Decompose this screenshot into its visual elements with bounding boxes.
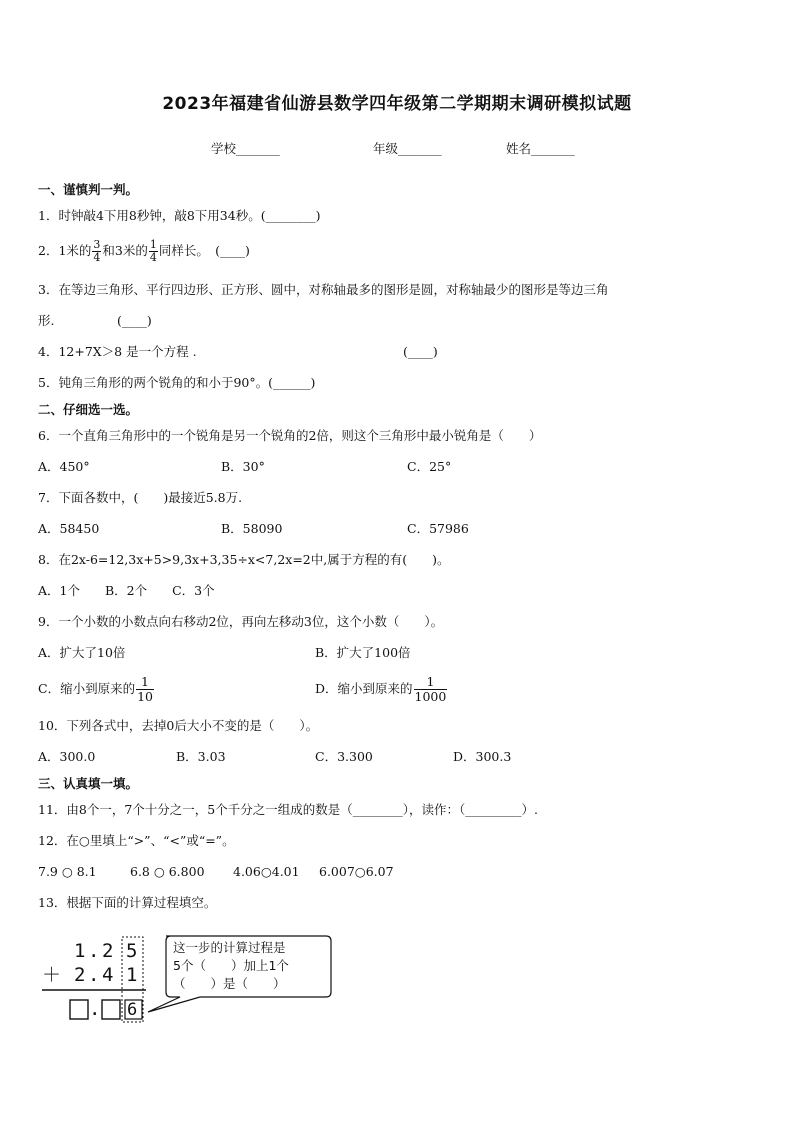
fraction-numerator: 1 bbox=[426, 674, 435, 689]
question-2 bbox=[38, 236, 250, 266]
question-6-option-c[interactable]: C．25° bbox=[407, 459, 452, 474]
row1-digit-2: 2 bbox=[102, 940, 114, 962]
question-10-option-a[interactable]: A．300.0 bbox=[38, 749, 96, 764]
question-1: 1．时钟敲4下用8秒钟，敲8下用34秒。(________) bbox=[38, 208, 321, 223]
question-2-text-b: 和3米的 bbox=[102, 243, 148, 258]
row2-dot: . bbox=[88, 964, 100, 986]
question-5: 5．钝角三角形的两个锐角的和小于90°。(______) bbox=[38, 375, 316, 390]
name-field[interactable]: 姓名_______ bbox=[506, 141, 575, 156]
question-10-option-c[interactable]: C．3.300 bbox=[315, 749, 373, 764]
fraction-one-thousandth bbox=[414, 675, 448, 704]
result-dot: . bbox=[89, 998, 101, 1020]
row2-digit-1: 2 bbox=[74, 964, 86, 986]
question-10-option-b[interactable]: B．3.03 bbox=[176, 749, 226, 764]
result-blank-box-2 bbox=[102, 1000, 120, 1019]
question-6-option-a[interactable]: A．450° bbox=[38, 459, 90, 474]
bubble-line-3: （ ）是（ ） bbox=[173, 976, 286, 991]
row2-digit-2: 4 bbox=[102, 964, 114, 986]
row2-digit-3: 1 bbox=[126, 964, 138, 986]
question-8-options[interactable]: A．1个 B．2个 C．3个 bbox=[38, 583, 215, 598]
question-2-text-a: 2．1米的 bbox=[38, 243, 92, 258]
plus-sign: ＋ bbox=[42, 964, 62, 986]
question-6-option-b[interactable]: B．30° bbox=[221, 459, 265, 474]
question-7-option-c[interactable]: C．57986 bbox=[407, 521, 469, 536]
question-9-option-d[interactable] bbox=[315, 672, 448, 706]
question-12-item-2[interactable]: 6.8 ○ 6.800 bbox=[130, 864, 205, 879]
bubble-line-2: 5个（ ）加上1个 bbox=[173, 958, 289, 973]
addition-figure bbox=[40, 934, 340, 1026]
question-10: 10．下列各式中，去掉0后大小不变的是（ ）。 bbox=[38, 718, 319, 733]
question-9-option-a[interactable]: A．扩大了10倍 bbox=[38, 645, 126, 660]
question-7-option-b[interactable]: B．58090 bbox=[221, 521, 283, 536]
question-12-item-1[interactable]: 7.9 ○ 8.1 bbox=[38, 864, 97, 879]
option-c-text: C．缩小到原来的 bbox=[38, 681, 136, 696]
section-2-heading: 二、仔细选一选。 bbox=[38, 402, 139, 417]
page-title: 2023年福建省仙游县数学四年级第二学期期末调研模拟试题 bbox=[162, 94, 632, 114]
result-last-digit: 6 bbox=[127, 1000, 138, 1020]
section-3-heading: 三、认真填一填。 bbox=[38, 776, 139, 791]
row1-digit-1: 1 bbox=[74, 940, 86, 962]
question-7: 7．下面各数中，( )最接近5.8万. bbox=[38, 490, 243, 505]
school-field[interactable]: 学校_______ bbox=[211, 141, 280, 156]
bubble-line-1: 这一步的计算过程是 bbox=[173, 940, 286, 955]
question-9: 9．一个小数的小数点向右移动2位，再向左移动3位，这个小数（ ）。 bbox=[38, 614, 444, 629]
question-3-line-1: 3．在等边三角形、平行四边形、正方形、圆中，对称轴最多的图形是圆，对称轴最少的图形是等边三角 bbox=[38, 282, 609, 297]
question-8: 8．在2x-6=12,3x+5>9,3x+3,35÷x<7,2x=2中,属于方程的有( )。 bbox=[38, 552, 450, 567]
question-7-option-a[interactable]: A．58450 bbox=[38, 521, 100, 536]
question-12-item-4[interactable]: 6.007○6.07 bbox=[319, 864, 394, 879]
grade-field[interactable]: 年级_______ bbox=[373, 141, 442, 156]
row1-digit-3: 5 bbox=[126, 940, 138, 962]
fraction-numerator: 3 bbox=[93, 238, 101, 251]
fraction-denominator: 1000 bbox=[414, 689, 447, 704]
question-13: 13．根据下面的计算过程填空。 bbox=[38, 895, 217, 910]
question-11: 11．由8个一，7个十分之一，5个千分之一组成的数是（________），读作：（_________）. bbox=[38, 802, 538, 817]
question-4: 4．12+7X＞8 是一个方程 . bbox=[38, 344, 197, 359]
question-3-line-2: 形. (____) bbox=[38, 313, 152, 328]
fraction-denominator: 4 bbox=[149, 251, 157, 264]
question-10-option-d[interactable]: D．300.3 bbox=[453, 749, 512, 764]
fraction-numerator: 1 bbox=[149, 238, 157, 251]
question-6: 6．一个直角三角形中的一个锐角是另一个锐角的2倍，则这个三角形中最小锐角是（ ） bbox=[38, 428, 542, 443]
question-12: 12．在○里填上“>”、“<”或“=”。 bbox=[38, 833, 235, 848]
fraction-numerator: 1 bbox=[141, 674, 149, 689]
question-9-option-c[interactable] bbox=[38, 672, 155, 706]
result-blank-box-1 bbox=[70, 1000, 88, 1019]
fraction-one-quarter bbox=[149, 239, 158, 264]
fraction-one-tenth bbox=[136, 675, 154, 704]
question-12-item-3[interactable]: 4.06○4.01 bbox=[233, 864, 300, 879]
fraction-denominator: 10 bbox=[137, 689, 153, 704]
question-2-text-c: 同样长。 (____) bbox=[158, 243, 250, 258]
question-9-option-b[interactable]: B．扩大了100倍 bbox=[315, 645, 411, 660]
section-1-heading: 一、谨慎判一判。 bbox=[38, 182, 139, 197]
fraction-denominator: 4 bbox=[93, 251, 101, 264]
question-4-blank[interactable]: (____) bbox=[403, 344, 438, 359]
option-d-text: D．缩小到原来的 bbox=[315, 681, 413, 696]
fraction-three-quarters bbox=[92, 239, 101, 264]
row1-dot: . bbox=[88, 940, 100, 962]
